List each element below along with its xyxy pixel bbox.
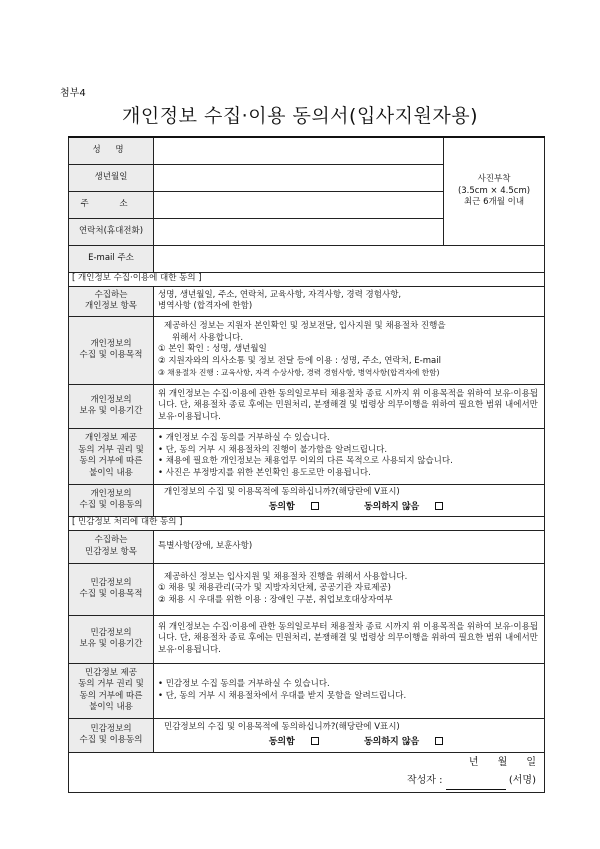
birth-label: 생년월일 — [69, 164, 154, 191]
name-label: 성 명 — [69, 137, 154, 164]
general-purpose-text: 제공하신 정보는 지원자 본인확인 및 정보전달, 입사지원 및 채용절차 진행을 위해서 사용합니다. ① 본인 확인 : 성명, 생년월일 ② 지원자와의 의사소통 및 정보 전달 등에 이용 : 성명, 주소, 연락처, E-mail ③ 채용절차 진행 : 교육사항, 자격 수상사항, 경력 경험사항, 병역사항(합격자에 한함) — [154, 316, 545, 384]
general-consent-label: 개인정보의 수집 및 이용동의 — [69, 484, 154, 516]
address-label: 주 소 — [69, 191, 154, 218]
author-line[interactable] — [73, 772, 536, 790]
sensitive-items-text: 특별사항(장애, 보훈사항) — [154, 530, 545, 563]
general-section-title: [ 개인정보 수집·이용에 대한 동의 ] — [69, 272, 545, 286]
date-line[interactable]: 년 월 일 — [468, 757, 536, 768]
sensitive-purpose-text: 제공하신 정보는 입사지원 및 채용절차 진행을 위해서 사용합니다. ① 채용 및 채용관리(국가 및 지방자치단체, 공공기관 자료제공) ② 채용 시 우대를 위한 이용 : 장애인 구분, 취업보호대상자여부 — [154, 563, 545, 615]
sensitive-purpose-label: 민감정보의 수집 및 이용목적 — [69, 563, 154, 615]
general-agree-checkbox[interactable] — [311, 502, 319, 510]
photo-recency: 최근 6개월 이내 — [463, 197, 525, 207]
sensitive-disagree-checkbox[interactable] — [435, 737, 443, 745]
sensitive-disagree-option[interactable]: 동의하지 않음 — [350, 737, 443, 747]
photo-size: (3.5cm × 4.5cm) — [457, 185, 531, 196]
consent-form-table — [68, 136, 545, 793]
general-consent-cell — [154, 484, 545, 516]
sensitive-refusal-text: • 민감정보 수집 동의를 거부하실 수 있습니다. • 단, 동의 거부 시 채용절차에서 우대를 받지 못함을 알려드립니다. — [154, 663, 545, 718]
sensitive-items-label: 수집하는 민감정보 항목 — [69, 530, 154, 563]
sensitive-agree-checkbox[interactable] — [311, 737, 319, 745]
sensitive-consent-label: 민감정보의 수집 및 이용동의 — [69, 718, 154, 752]
sensitive-consent-cell — [154, 718, 545, 752]
email-label: E-mail 주소 — [69, 245, 154, 272]
general-consent-question: 개인정보의 수집 및 이용목적에 동의하십니까?(해당란에 V표시) — [164, 487, 400, 497]
signature-block — [69, 752, 545, 792]
general-refusal-text: • 개인정보 수집 동의를 거부하실 수 있습니다. • 단, 동의 거부 시 채용절차의 진행이 불가함을 알려드립니다. • 채용에 필요한 개인정보는 채용업무 이외의 다른 목적으로 사용되지 않습니다. • 사진은 부정방지를 위한 본인확인 용도로만 이용됩니다. — [154, 428, 545, 484]
email-field[interactable] — [154, 245, 545, 272]
author-sign-field[interactable] — [446, 778, 506, 790]
sensitive-section-title: [ 민감정보 처리에 대한 동의 ] — [69, 516, 545, 530]
general-purpose-label: 개인정보의 수집 및 이용목적 — [69, 316, 154, 384]
general-agree-option[interactable]: 동의함 — [255, 502, 319, 512]
general-refusal-label: 개인정보 제공 동의 거부 권리 및 동의 거부에 따른 불이익 내용 — [69, 428, 154, 484]
address-field[interactable] — [154, 191, 444, 218]
general-disagree-option[interactable]: 동의하지 않음 — [350, 502, 443, 512]
sensitive-consent-question: 민감정보의 수집 및 이용목적에 동의하십니까?(해당란에 V표시) — [164, 722, 400, 732]
sensitive-refusal-label: 민감정보 제공 동의 거부 권리 및 동의 거부에 따른 불이익 내용 — [69, 663, 154, 718]
general-disagree-checkbox[interactable] — [435, 502, 443, 510]
phone-field[interactable] — [154, 218, 444, 245]
sign-label: (서명) — [508, 775, 536, 786]
general-retention-label: 개인정보의 보유 및 이용기간 — [69, 384, 154, 428]
general-retention-text: 위 개인정보는 수집·이용에 관한 동의일로부터 채용절차 종료 시까지 위 이용목적을 위하여 보유·이용됩니다. 단, 채용절차 종료 후에는 민원처리, 분쟁해결 및 법령상 의무이행을 위하여 필요한 범위 내에서만 보유·이용됩니다. — [154, 384, 545, 428]
attachment-number: 첨부4 — [60, 88, 86, 99]
page-title: 개인정보 수집·이용 동의서(입사지원자용) — [122, 105, 478, 127]
sensitive-retention-label: 민감정보의 보유 및 이용기간 — [69, 615, 154, 663]
sensitive-agree-option[interactable]: 동의함 — [255, 737, 319, 747]
photo-box[interactable] — [444, 137, 545, 245]
photo-caption: 사진부착 — [477, 174, 511, 184]
author-label: 작성자 : — [406, 775, 443, 786]
sensitive-retention-text: 위 개인정보는 수집·이용에 관한 동의일로부터 채용절차 종료 시까지 위 이용목적을 위하여 보유·이용됩니다. 단, 채용절차 종료 후에는 민원처리, 분쟁해결 및 법령상 의무이행을 위하여 필요한 범위 내에서만 보유·이용됩니다. — [154, 615, 545, 663]
general-items-text: 성명, 생년월일, 주소, 연락처, 교육사항, 자격사항, 경력 경험사항, 병역사항 (합격자에 한함) — [154, 286, 545, 316]
phone-label: 연락처(휴대전화) — [69, 218, 154, 245]
name-field[interactable] — [154, 137, 444, 164]
birth-field[interactable] — [154, 164, 444, 191]
general-items-label: 수집하는 개인정보 항목 — [69, 286, 154, 316]
